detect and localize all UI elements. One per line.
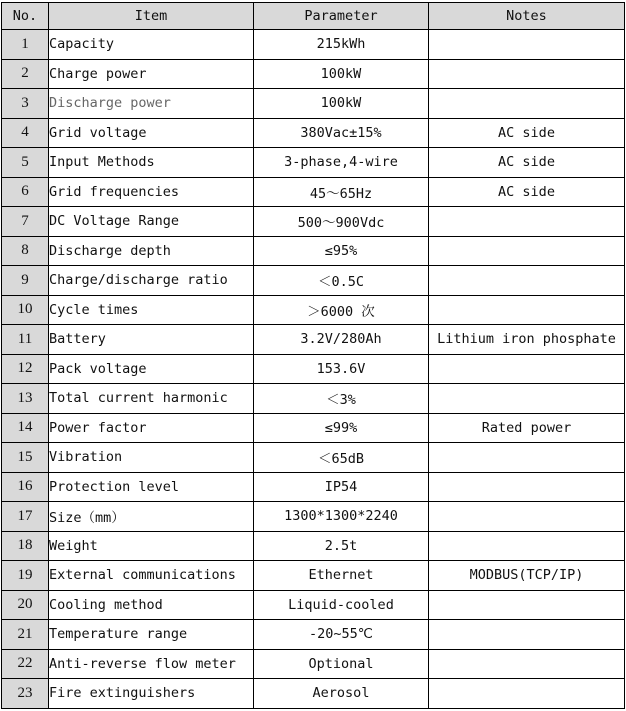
col-header-notes: Notes: [429, 3, 625, 30]
notes-cell: AC side: [429, 177, 625, 207]
item-cell: Anti-reverse flow meter: [49, 649, 254, 679]
table-row: [2, 177, 625, 207]
item-cell: Pack voltage: [49, 354, 254, 384]
item-cell: Charge/discharge ratio: [49, 266, 254, 296]
notes-cell: [429, 531, 625, 561]
item-cell: Fire extinguishers: [49, 679, 254, 709]
spec-table: [1, 2, 625, 709]
table-row: [2, 89, 625, 119]
row-number: 15: [2, 443, 49, 473]
row-number: 3: [2, 89, 49, 119]
item-cell: Weight: [49, 531, 254, 561]
item-cell: DC Voltage Range: [49, 207, 254, 237]
col-header-parameter: Parameter: [254, 3, 429, 30]
notes-cell: Rated power: [429, 413, 625, 443]
parameter-cell: 45～65Hz: [254, 177, 429, 207]
parameter-cell: 3-phase,4-wire: [254, 148, 429, 178]
row-number: 23: [2, 679, 49, 709]
row-number: 14: [2, 413, 49, 443]
table-row: [2, 384, 625, 414]
parameter-cell: 153.6V: [254, 354, 429, 384]
notes-cell: [429, 207, 625, 237]
table-body: [2, 30, 625, 709]
row-number: 6: [2, 177, 49, 207]
item-cell: Vibration: [49, 443, 254, 473]
parameter-cell: 215kWh: [254, 30, 429, 60]
notes-cell: MODBUS(TCP/IP): [429, 561, 625, 591]
item-cell: External communications: [49, 561, 254, 591]
row-number: 17: [2, 502, 49, 532]
parameter-cell: 100kW: [254, 89, 429, 119]
item-cell: Grid frequencies: [49, 177, 254, 207]
table-row: [2, 207, 625, 237]
notes-cell: AC side: [429, 118, 625, 148]
notes-cell: [429, 679, 625, 709]
table-row: [2, 590, 625, 620]
notes-cell: [429, 354, 625, 384]
item-cell: Discharge depth: [49, 236, 254, 266]
table-row: [2, 443, 625, 473]
notes-cell: [429, 89, 625, 119]
row-number: 1: [2, 30, 49, 60]
parameter-cell: Optional: [254, 649, 429, 679]
row-number: 4: [2, 118, 49, 148]
notes-cell: [429, 30, 625, 60]
row-number: 9: [2, 266, 49, 296]
parameter-cell: Liquid-cooled: [254, 590, 429, 620]
item-cell: Power factor: [49, 413, 254, 443]
table-row: [2, 561, 625, 591]
parameter-cell: ≤95%: [254, 236, 429, 266]
col-header-item: Item: [49, 3, 254, 30]
table-row: [2, 472, 625, 502]
table-row: [2, 148, 625, 178]
table-row: [2, 531, 625, 561]
parameter-cell: ＜65dB: [254, 443, 429, 473]
notes-cell: AC side: [429, 148, 625, 178]
row-number: 13: [2, 384, 49, 414]
notes-cell: [429, 295, 625, 325]
table-row: [2, 236, 625, 266]
table-row: [2, 679, 625, 709]
parameter-cell: 380Vac±15%: [254, 118, 429, 148]
table-row: [2, 620, 625, 650]
table-row: [2, 354, 625, 384]
item-cell: Charge power: [49, 59, 254, 89]
item-cell: Temperature range: [49, 620, 254, 650]
table-row: [2, 413, 625, 443]
notes-cell: [429, 236, 625, 266]
col-header-no: No.: [2, 3, 49, 30]
row-number: 22: [2, 649, 49, 679]
row-number: 12: [2, 354, 49, 384]
notes-cell: [429, 649, 625, 679]
notes-cell: [429, 384, 625, 414]
table-row: [2, 266, 625, 296]
parameter-cell: 3.2V/280Ah: [254, 325, 429, 355]
item-cell: Input Methods: [49, 148, 254, 178]
row-number: 5: [2, 148, 49, 178]
item-cell: Size（mm）: [49, 502, 254, 532]
notes-cell: [429, 59, 625, 89]
item-cell: Cooling method: [49, 590, 254, 620]
row-number: 18: [2, 531, 49, 561]
row-number: 11: [2, 325, 49, 355]
parameter-cell: 1300*1300*2240: [254, 502, 429, 532]
notes-cell: [429, 266, 625, 296]
table-row: [2, 325, 625, 355]
parameter-cell: Ethernet: [254, 561, 429, 591]
row-number: 20: [2, 590, 49, 620]
row-number: 16: [2, 472, 49, 502]
notes-cell: [429, 590, 625, 620]
notes-cell: [429, 620, 625, 650]
parameter-cell: ＜3%: [254, 384, 429, 414]
header-row: [2, 3, 625, 30]
item-cell: Capacity: [49, 30, 254, 60]
table-row: [2, 295, 625, 325]
notes-cell: [429, 502, 625, 532]
row-number: 2: [2, 59, 49, 89]
parameter-cell: 500～900Vdc: [254, 207, 429, 237]
table-row: [2, 59, 625, 89]
row-number: 21: [2, 620, 49, 650]
item-cell: Protection level: [49, 472, 254, 502]
item-cell: Total current harmonic: [49, 384, 254, 414]
parameter-cell: ＞6000 次: [254, 295, 429, 325]
parameter-cell: IP54: [254, 472, 429, 502]
item-cell: Battery: [49, 325, 254, 355]
notes-cell: [429, 472, 625, 502]
notes-cell: Lithium iron phosphate: [429, 325, 625, 355]
row-number: 7: [2, 207, 49, 237]
parameter-cell: 2.5t: [254, 531, 429, 561]
item-cell: Discharge power: [49, 89, 254, 119]
table-row: [2, 30, 625, 60]
table-row: [2, 649, 625, 679]
item-cell: Grid voltage: [49, 118, 254, 148]
parameter-cell: Aerosol: [254, 679, 429, 709]
notes-cell: [429, 443, 625, 473]
parameter-cell: ≤99%: [254, 413, 429, 443]
item-cell: Cycle times: [49, 295, 254, 325]
parameter-cell: 100kW: [254, 59, 429, 89]
table-row: [2, 118, 625, 148]
parameter-cell: -20~55℃: [254, 620, 429, 650]
table-row: [2, 502, 625, 532]
row-number: 10: [2, 295, 49, 325]
parameter-cell: ＜0.5C: [254, 266, 429, 296]
row-number: 8: [2, 236, 49, 266]
row-number: 19: [2, 561, 49, 591]
